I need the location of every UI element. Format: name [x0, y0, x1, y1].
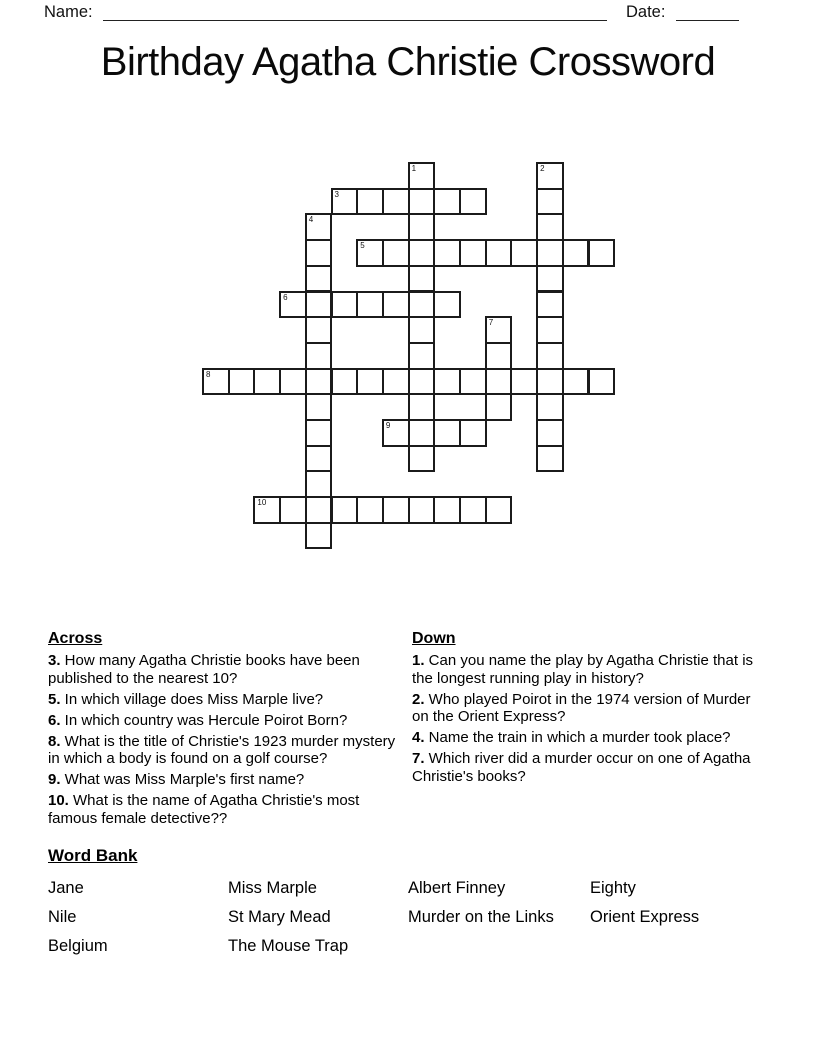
grid-cell[interactable] — [536, 162, 564, 190]
crossword-grid — [202, 162, 616, 550]
grid-cell[interactable] — [433, 291, 461, 319]
grid-cell[interactable] — [408, 213, 436, 241]
grid-cell[interactable] — [510, 368, 538, 396]
word-bank-section — [48, 846, 788, 966]
grid-cell[interactable] — [305, 316, 333, 344]
grid-cell[interactable] — [356, 239, 384, 267]
grid-cell[interactable] — [305, 470, 333, 498]
grid-cell[interactable] — [305, 368, 333, 396]
clue: 10. What is the name of Agatha Christie's most famous female detective?? — [48, 792, 360, 827]
word-bank-item: Jane — [48, 879, 84, 897]
grid-cell[interactable] — [433, 188, 461, 216]
clue-number: 5. — [48, 690, 61, 708]
grid-cell[interactable] — [279, 496, 307, 524]
grid-cell[interactable] — [485, 368, 513, 396]
grid-cell[interactable] — [382, 188, 410, 216]
grid-cell[interactable] — [562, 368, 590, 396]
word-bank-item: Nile — [48, 907, 77, 926]
grid-cell[interactable] — [536, 188, 564, 216]
grid-cell[interactable] — [408, 393, 436, 421]
grid-cell[interactable] — [459, 419, 487, 447]
grid-cell[interactable] — [459, 368, 487, 396]
clue: 2. Who played Poirot in the 1974 version of Murder on the Orient Express? — [412, 690, 751, 725]
clue-number: 4. — [412, 729, 425, 746]
grid-cell[interactable] — [408, 239, 436, 267]
grid-cell[interactable] — [459, 496, 487, 524]
grid-cell[interactable] — [433, 496, 461, 524]
grid-cell[interactable] — [536, 368, 564, 396]
clue-number: 6. — [48, 711, 61, 729]
grid-cell[interactable] — [485, 393, 513, 421]
grid-cell[interactable] — [356, 368, 384, 396]
cell-number: 6 — [283, 292, 288, 302]
grid-cell[interactable] — [331, 496, 359, 524]
grid-cell[interactable] — [536, 445, 564, 473]
grid-cell[interactable] — [536, 265, 564, 293]
clue: 6. In which country was Hercule Poirot Born? — [48, 711, 348, 729]
grid-cell[interactable] — [459, 188, 487, 216]
clue-number: 2. — [412, 690, 425, 708]
grid-cell[interactable] — [331, 291, 359, 319]
down-clues-section — [412, 630, 764, 789]
grid-cell[interactable] — [536, 291, 564, 319]
grid-cell[interactable] — [305, 522, 333, 550]
cell-number: 2 — [540, 164, 545, 173]
word-bank-column — [590, 874, 699, 932]
name-label: Name: — [44, 3, 93, 21]
clue: 8. What is the title of Christie's 1923 murder mystery in which a body is found on a golf course? — [48, 732, 396, 767]
cell-number: 4 — [308, 215, 314, 225]
grid-cell[interactable] — [485, 342, 513, 370]
clue-number: 9. — [48, 771, 61, 788]
cell-number: 8 — [206, 369, 211, 379]
grid-cell[interactable] — [485, 316, 513, 344]
grid-cell[interactable] — [228, 368, 256, 396]
word-bank-item: Eighty — [590, 879, 636, 897]
grid-cell[interactable] — [331, 368, 359, 396]
cell-number: 3 — [334, 189, 339, 199]
grid-cell[interactable] — [305, 496, 333, 524]
grid-cell[interactable] — [536, 393, 564, 421]
clue: 9. What was Miss Marple's first name? — [48, 771, 305, 788]
grid-cell[interactable] — [408, 162, 436, 190]
across-heading: Across — [48, 630, 103, 647]
clue-number: 3. — [48, 652, 61, 669]
page-title: Birthday Agatha Christie Crossword — [100, 40, 716, 84]
grid-cell[interactable] — [382, 239, 410, 267]
clue-number: 10. — [48, 792, 69, 809]
grid-cell[interactable] — [408, 445, 436, 473]
grid-cell[interactable] — [253, 496, 281, 524]
grid-cell[interactable] — [485, 239, 513, 267]
grid-cell[interactable] — [279, 368, 307, 396]
grid-cell[interactable] — [536, 316, 564, 344]
down-clue-list — [412, 652, 764, 785]
word-bank-item: Murder on the Links — [408, 907, 554, 926]
grid-cell[interactable] — [382, 291, 410, 319]
grid-cell[interactable] — [305, 291, 333, 319]
grid-cell[interactable] — [408, 265, 436, 293]
date-fill-line — [676, 4, 739, 21]
grid-cell[interactable] — [279, 291, 307, 319]
grid-cell[interactable] — [305, 445, 333, 473]
grid-cell[interactable] — [305, 342, 333, 370]
grid-cell[interactable] — [331, 188, 359, 216]
grid-cell[interactable] — [433, 368, 461, 396]
date-label: Date: — [626, 3, 666, 21]
grid-cell[interactable] — [408, 368, 436, 396]
down-heading: Down — [412, 630, 456, 647]
clue: 5. In which village does Miss Marple live? — [48, 690, 324, 708]
grid-cell[interactable] — [408, 291, 436, 319]
grid-cell[interactable] — [510, 239, 538, 267]
clue: 1. Can you name the play by Agatha Christie that is the longest running play in history? — [412, 652, 754, 687]
grid-cell[interactable] — [408, 316, 436, 344]
clue-number: 8. — [48, 732, 61, 750]
clue: 4. Name the train in which a murder took place? — [412, 729, 731, 746]
grid-cell[interactable] — [356, 496, 384, 524]
grid-cell[interactable] — [408, 496, 436, 524]
clue: 3. How many Agatha Christie books have been published to the nearest 10? — [48, 652, 360, 687]
grid-cell[interactable] — [356, 291, 384, 319]
grid-cell[interactable] — [588, 239, 616, 267]
grid-cell[interactable] — [382, 419, 410, 447]
grid-cell[interactable] — [408, 342, 436, 370]
word-bank-column — [48, 874, 108, 960]
cell-number: 1 — [411, 164, 417, 173]
grid-cell[interactable] — [382, 496, 410, 524]
grid-cell[interactable] — [356, 188, 384, 216]
word-bank-item: St Mary Mead — [228, 907, 331, 926]
clue: 7. Which river did a murder occur on one of Agatha Christie's books? — [412, 750, 751, 785]
grid-cell[interactable] — [305, 265, 333, 293]
grid-cell[interactable] — [536, 213, 564, 241]
grid-cell[interactable] — [433, 419, 461, 447]
grid-cell[interactable] — [305, 239, 333, 267]
clue-number: 1. — [412, 652, 425, 669]
cell-number: 7 — [488, 318, 494, 328]
grid-cell[interactable] — [588, 368, 616, 396]
word-bank-column — [408, 874, 554, 932]
grid-cell[interactable] — [433, 239, 461, 267]
grid-cell[interactable] — [562, 239, 590, 267]
cell-number: 5 — [360, 241, 365, 251]
name-fill-line — [103, 4, 607, 21]
grid-cell[interactable] — [485, 496, 513, 524]
grid-cell[interactable] — [459, 239, 487, 267]
grid-cell[interactable] — [536, 342, 564, 370]
cell-number: 9 — [385, 421, 391, 430]
grid-cell[interactable] — [408, 419, 436, 447]
grid-cell[interactable] — [382, 368, 410, 396]
grid-cell[interactable] — [408, 188, 436, 216]
cell-number: 10 — [257, 498, 267, 508]
across-clue-list — [48, 652, 402, 827]
grid-cell[interactable] — [305, 213, 333, 241]
grid-cell[interactable] — [305, 393, 333, 421]
grid-cell[interactable] — [305, 419, 333, 447]
word-bank-item: The Mouse Trap — [228, 936, 349, 955]
word-bank-item: Belgium — [48, 936, 108, 955]
word-bank-item: Albert Finney — [408, 879, 506, 897]
grid-cell[interactable] — [202, 368, 230, 396]
word-bank-column — [228, 874, 348, 960]
across-clues-section — [48, 630, 402, 831]
word-bank-heading: Word Bank — [48, 846, 138, 865]
grid-cell[interactable] — [536, 239, 564, 267]
grid-cell[interactable] — [536, 419, 564, 447]
word-bank-item: Miss Marple — [228, 879, 317, 897]
grid-cell[interactable] — [253, 368, 281, 396]
word-bank-item: Orient Express — [590, 907, 700, 926]
clue-number: 7. — [412, 750, 425, 767]
